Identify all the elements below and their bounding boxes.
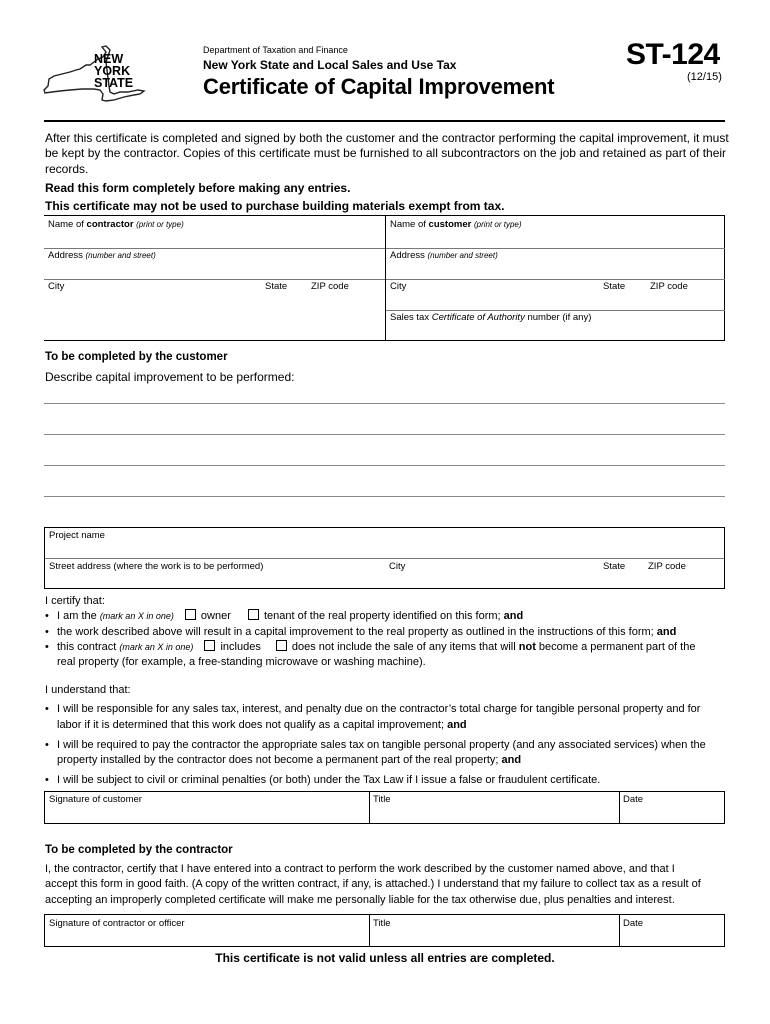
logo-text-state: STATE <box>94 76 134 90</box>
header-divider <box>44 120 725 122</box>
description-line-2[interactable] <box>44 434 725 435</box>
validity-footer: This certificate is not valid unless all entries are completed. <box>215 951 555 965</box>
form-revision: (12/15) <box>687 71 722 83</box>
description-line-3[interactable] <box>44 465 725 466</box>
form-number: ST-124 <box>626 38 720 71</box>
project-state-field[interactable]: State <box>603 561 626 572</box>
project-box <box>44 527 725 589</box>
description-line-1[interactable] <box>44 403 725 404</box>
customer-state-field[interactable]: State <box>603 281 626 292</box>
sales-tax-cert-field[interactable]: Sales tax Certificate of Authority number (if any) <box>390 312 592 323</box>
notice-read-form: Read this form completely before making any entries. <box>45 181 351 195</box>
contractor-zip-field[interactable]: ZIP code <box>311 281 349 292</box>
contractor-section-heading: To be completed by the contractor <box>45 844 233 856</box>
contractor-title-field[interactable]: Title <box>373 918 391 929</box>
department: Department of Taxation and Finance <box>203 45 348 55</box>
logo-text-new: NEW <box>94 52 124 66</box>
intro-paragraph: After this certificate is completed and signed by both the customer and the contractor performing the capital improvement, it must be kept by the contractor. Copies of this certificate must be furnished to all subcontractors on the job and retained as part of their records. <box>45 131 729 176</box>
tenant-checkbox[interactable] <box>248 609 259 620</box>
project-zip-field[interactable]: ZIP code <box>648 561 686 572</box>
project-street-field[interactable]: Street address (where the work is to be performed) <box>49 561 264 572</box>
does-not-include-checkbox[interactable] <box>276 640 287 651</box>
description-line-4[interactable] <box>44 496 725 497</box>
contractor-city-field[interactable]: City <box>48 281 65 292</box>
customer-signature-field[interactable]: Signature of customer <box>49 794 142 805</box>
owner-checkbox[interactable] <box>185 609 196 620</box>
customer-title-field[interactable]: Title <box>373 794 391 805</box>
describe-label: Describe capital improvement to be performed: <box>45 370 295 384</box>
contractor-signature-field[interactable]: Signature of contractor or officer <box>49 918 185 929</box>
project-city-field[interactable]: City <box>389 561 406 572</box>
logo-text-york: YORK <box>94 64 131 78</box>
customer-date-field[interactable]: Date <box>623 794 644 805</box>
project-name-field[interactable]: Project name <box>49 530 105 541</box>
notice-not-for-materials: This certificate may not be used to purchase building materials exempt from tax. <box>45 199 505 213</box>
customer-city-field[interactable]: City <box>390 281 407 292</box>
contractor-state-field[interactable]: State <box>265 281 288 292</box>
customer-name-field[interactable]: Name of customer (print or type) <box>390 219 522 230</box>
contractor-address-field[interactable]: Address (number and street) <box>48 250 156 261</box>
customer-address-field[interactable]: Address (number and street) <box>390 250 498 261</box>
customer-zip-field[interactable]: ZIP code <box>650 281 688 292</box>
parties-box <box>44 215 725 341</box>
customer-section-heading: To be completed by the customer <box>45 351 228 363</box>
form-subtitle: New York State and Local Sales and Use Tax <box>203 58 457 72</box>
contractor-date-field[interactable]: Date <box>623 918 644 929</box>
contractor-name-field[interactable]: Name of contractor (print or type) <box>48 219 184 230</box>
certify-intro: I certify that: <box>45 595 105 607</box>
nys-logo <box>40 44 150 110</box>
includes-checkbox[interactable] <box>204 640 215 651</box>
understand-intro: I understand that: <box>45 684 131 696</box>
contractor-statement: I, the contractor, certify that I have entered into a contract to perform the work described by the customer named above, and that I accept this form in good faith. (A copy of the written contract, if any, is attached.) I understand that my failure to collect tax as a result of accepting an improperly completed certificate will make me personally liable for the tax otherwise due, plus penalties and interest. <box>45 863 701 906</box>
form-title: Certificate of Capital Improvement <box>203 74 555 99</box>
